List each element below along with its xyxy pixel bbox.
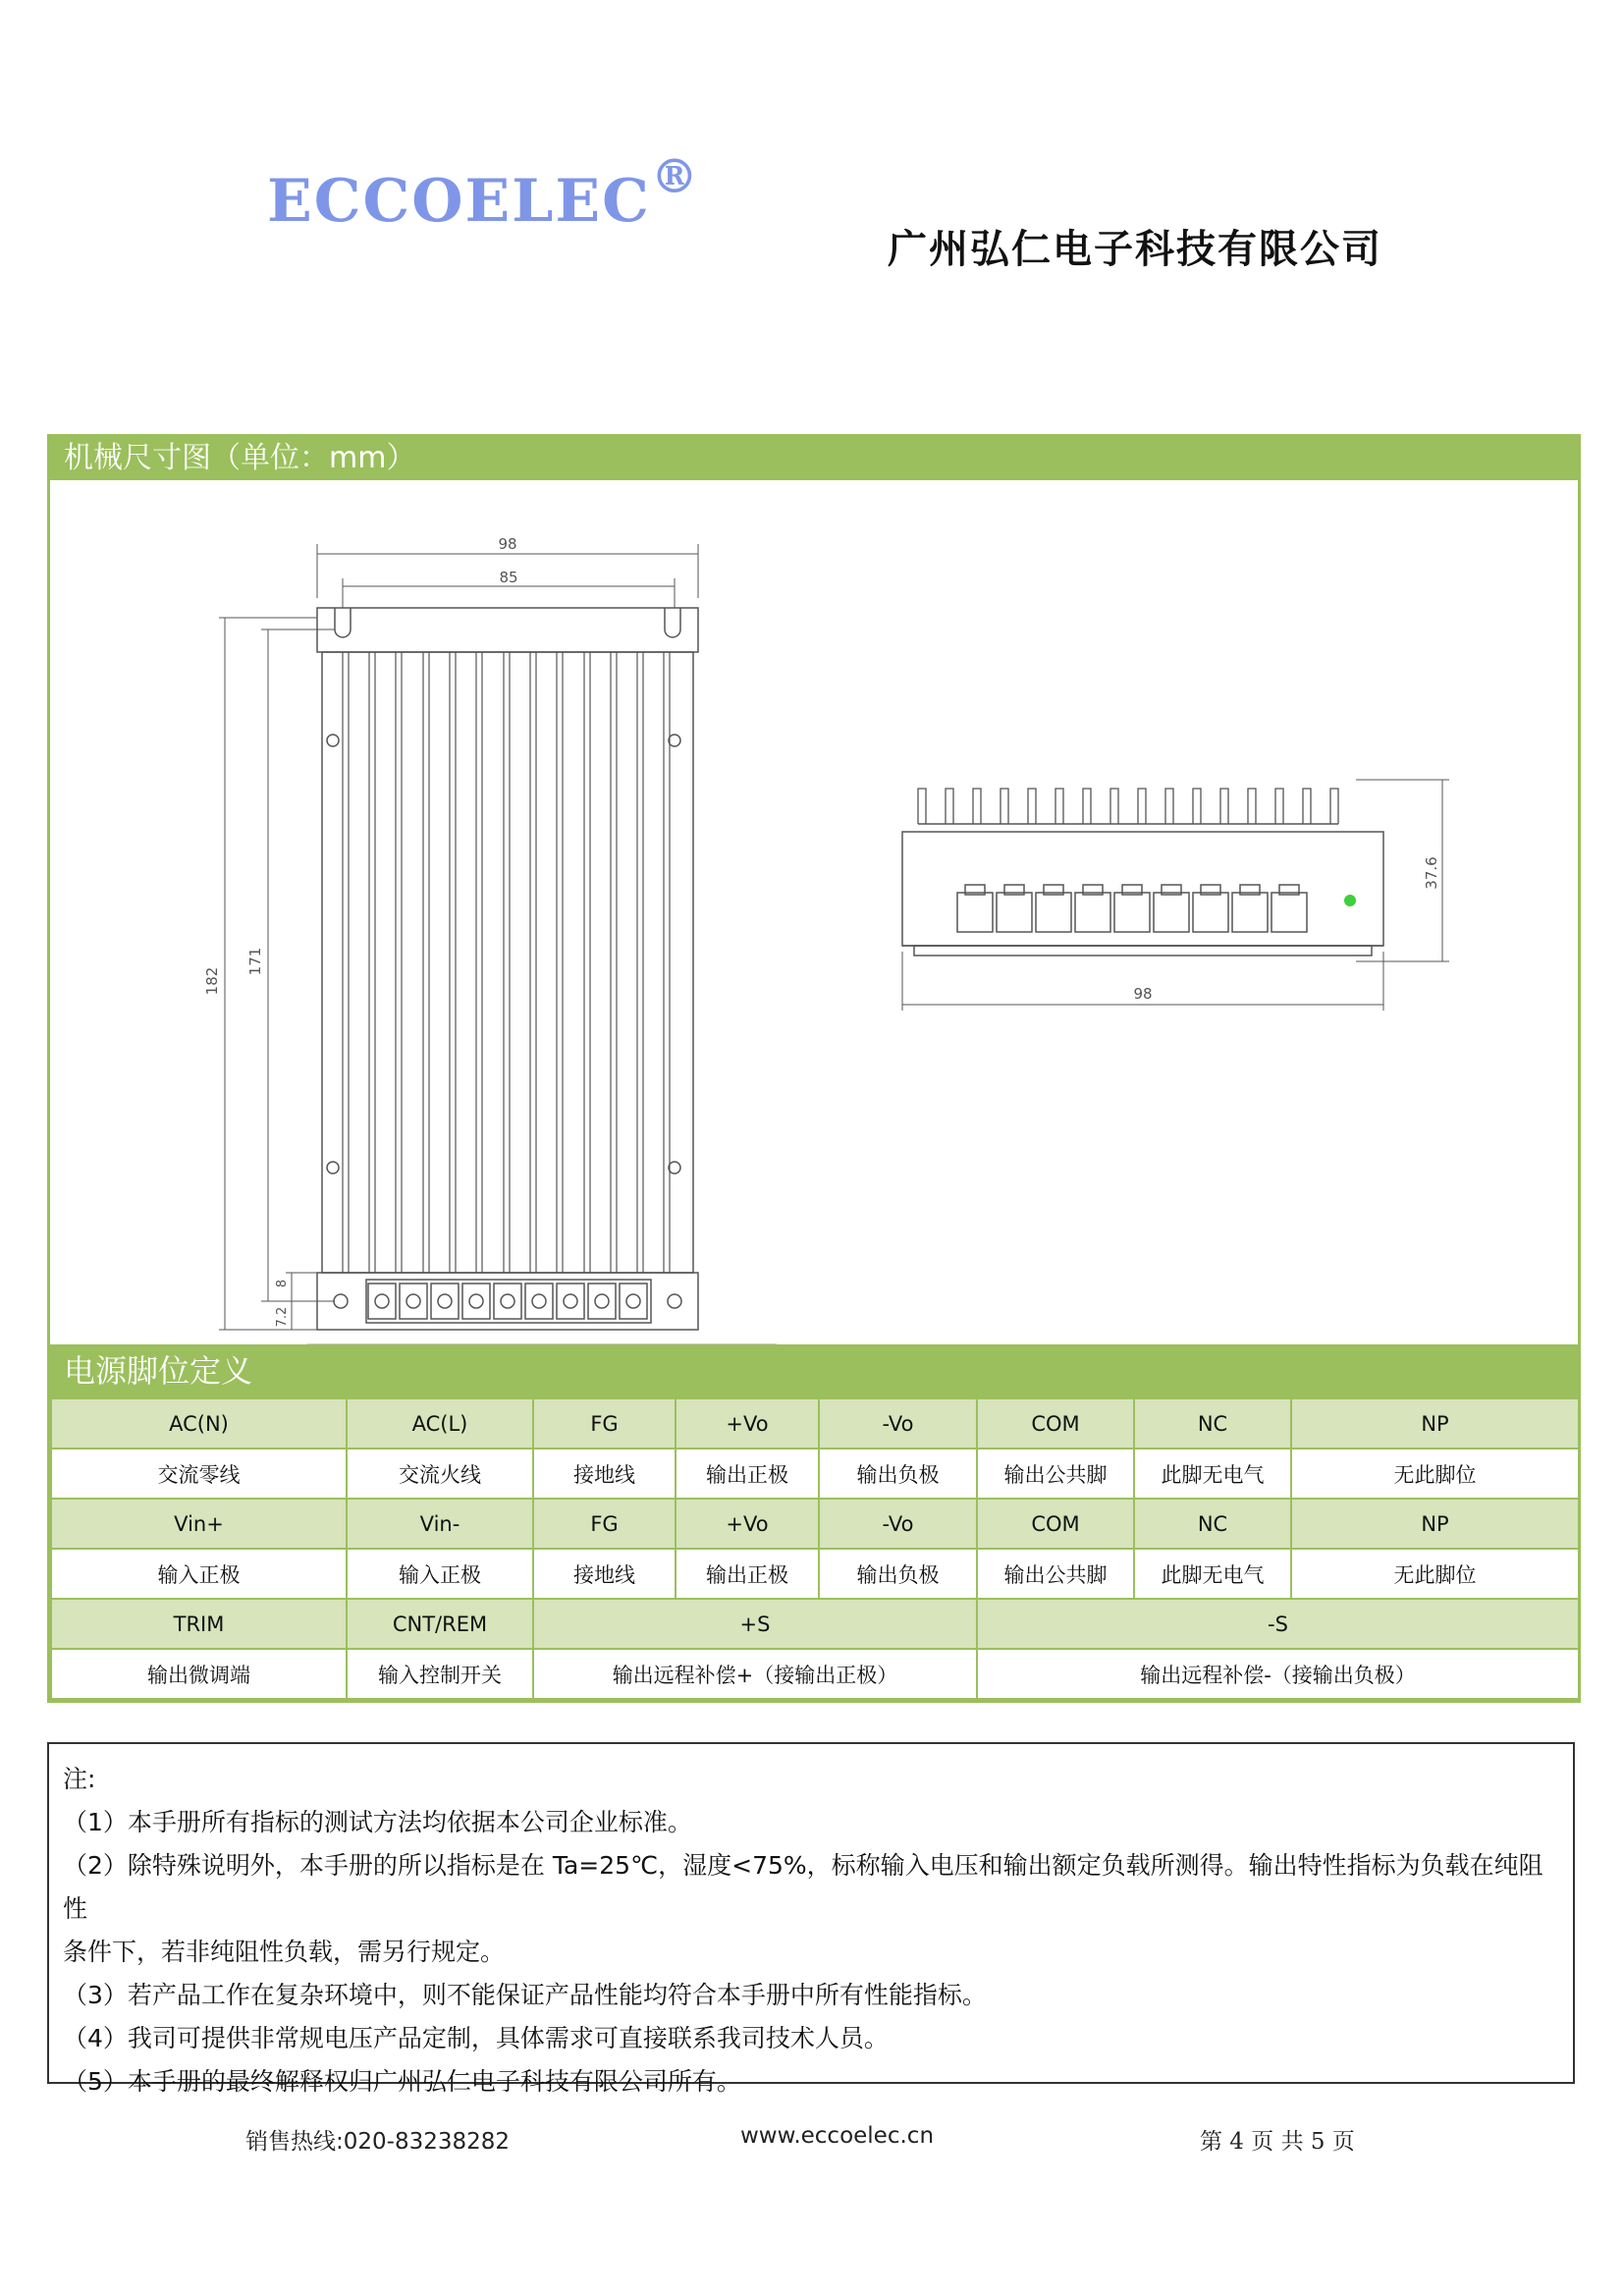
pin-name: +S	[533, 1599, 977, 1649]
pin-table	[50, 1397, 1580, 1700]
pin-name: CNT/REM	[347, 1599, 533, 1649]
dim-total-height: 182	[203, 966, 221, 996]
company-name: 广州弘仁电子科技有限公司	[888, 227, 1382, 272]
pin-desc: 输出负极	[819, 1549, 977, 1599]
mechanical-drawing	[50, 480, 1578, 1344]
top-terminals	[368, 1284, 647, 1319]
pin-desc: 此脚无电气	[1134, 1549, 1291, 1599]
pin-desc: 输出正极	[676, 1549, 819, 1599]
pin-desc: 接地线	[533, 1549, 676, 1599]
top-fins	[343, 652, 670, 1273]
table-row	[51, 1398, 1579, 1449]
note-3: （3）若产品工作在复杂环境中，则不能保证产品性能均符合本手册中所有性能指标。	[63, 1981, 987, 2009]
pin-desc: 输出公共脚	[977, 1549, 1134, 1599]
pin-name: -Vo	[819, 1499, 977, 1549]
table-row	[51, 1449, 1579, 1499]
note-2-cont: 条件下，若非纯阻性负载，需另行规定。	[63, 1938, 506, 1966]
footer-hotline: 销售热线:020-83238282	[245, 2129, 511, 2155]
pin-desc: 输出公共脚	[977, 1449, 1134, 1499]
pin-name: COM	[977, 1398, 1134, 1449]
note-1: （1）本手册所有指标的测试方法均依据本公司企业标准。	[63, 1808, 692, 1836]
pin-name: NC	[1134, 1398, 1291, 1449]
dim-top-width: 98	[498, 535, 517, 553]
pin-name: TRIM	[51, 1599, 347, 1649]
pin-desc: 无此脚位	[1291, 1449, 1579, 1499]
note-5: （5）本手册的最终解释权归广州弘仁电子科技有限公司所有。	[63, 2067, 741, 2096]
mechanical-panel	[47, 434, 1581, 1703]
side-fins	[918, 789, 1338, 824]
pin-desc: 无此脚位	[1291, 1549, 1579, 1599]
dim-side-width: 98	[1133, 985, 1153, 1003]
table-row	[51, 1599, 1579, 1649]
pin-name: FG	[533, 1499, 676, 1549]
pin-desc: 输出正极	[676, 1449, 819, 1499]
brand-logo	[267, 149, 700, 236]
pin-name: +Vo	[676, 1499, 819, 1549]
side-terminals	[957, 885, 1307, 932]
note-2: （2）除特殊说明外，本手册的所以指标是在 Ta=25℃，湿度<75%，标称输入电压和输出额定负载所测得。输出特性指标为负载在纯阻性	[63, 1851, 1543, 1923]
pin-name: Vin-	[347, 1499, 533, 1549]
pin-name: FG	[533, 1398, 676, 1449]
pin-desc: 输出远程补偿-（接输出负极）	[977, 1649, 1579, 1699]
pin-name: -S	[977, 1599, 1579, 1649]
pin-name: COM	[977, 1499, 1134, 1549]
table-row	[51, 1499, 1579, 1549]
pin-name: -Vo	[819, 1398, 977, 1449]
drawing-svg	[50, 480, 1572, 1344]
registered-mark: ®	[650, 149, 700, 204]
pin-desc: 交流零线	[51, 1449, 347, 1499]
logo-text: ECCOELEC	[267, 167, 651, 236]
pin-name: NC	[1134, 1499, 1291, 1549]
dim-inner-width: 85	[499, 569, 518, 586]
pin-desc: 输出远程补偿+（接输出正极）	[533, 1649, 977, 1699]
pin-name: Vin+	[51, 1499, 347, 1549]
notes-box	[47, 1742, 1575, 2096]
pin-desc: 输出负极	[819, 1449, 977, 1499]
footer-page-number: 第 4 页 共 5 页	[1200, 2129, 1355, 2155]
table-row	[51, 1549, 1579, 1599]
table-row	[51, 1649, 1579, 1699]
pin-name: +Vo	[676, 1398, 819, 1449]
mechanical-title: 机械尺寸图（单位：mm）	[50, 437, 1578, 480]
dim-pin-b: 7.2	[275, 1306, 290, 1328]
pin-name: AC(L)	[347, 1398, 533, 1449]
led-indicator	[1344, 895, 1356, 906]
dim-pin-a: 8	[275, 1279, 290, 1288]
pin-desc: 接地线	[533, 1449, 676, 1499]
dim-side-height: 37.6	[1423, 856, 1440, 890]
pin-name: AC(N)	[51, 1398, 347, 1449]
pin-name: NP	[1291, 1398, 1579, 1449]
pin-desc: 此脚无电气	[1134, 1449, 1291, 1499]
pin-desc: 输出微调端	[51, 1649, 347, 1699]
notes-title: 注:	[63, 1765, 96, 1793]
pin-desc: 输入控制开关	[347, 1649, 533, 1699]
pin-section-title: 电源脚位定义	[50, 1344, 1578, 1397]
pin-desc: 输入正极	[347, 1549, 533, 1599]
note-4: （4）我司可提供非常规电压产品定制，具体需求可直接联系我司技术人员。	[63, 2024, 889, 2052]
pin-name: NP	[1291, 1499, 1579, 1549]
pin-desc: 输入正极	[51, 1549, 347, 1599]
pin-desc: 交流火线	[347, 1449, 533, 1499]
dim-inner-height: 171	[246, 947, 264, 976]
footer-website: www.eccoelec.cn	[740, 2123, 935, 2149]
